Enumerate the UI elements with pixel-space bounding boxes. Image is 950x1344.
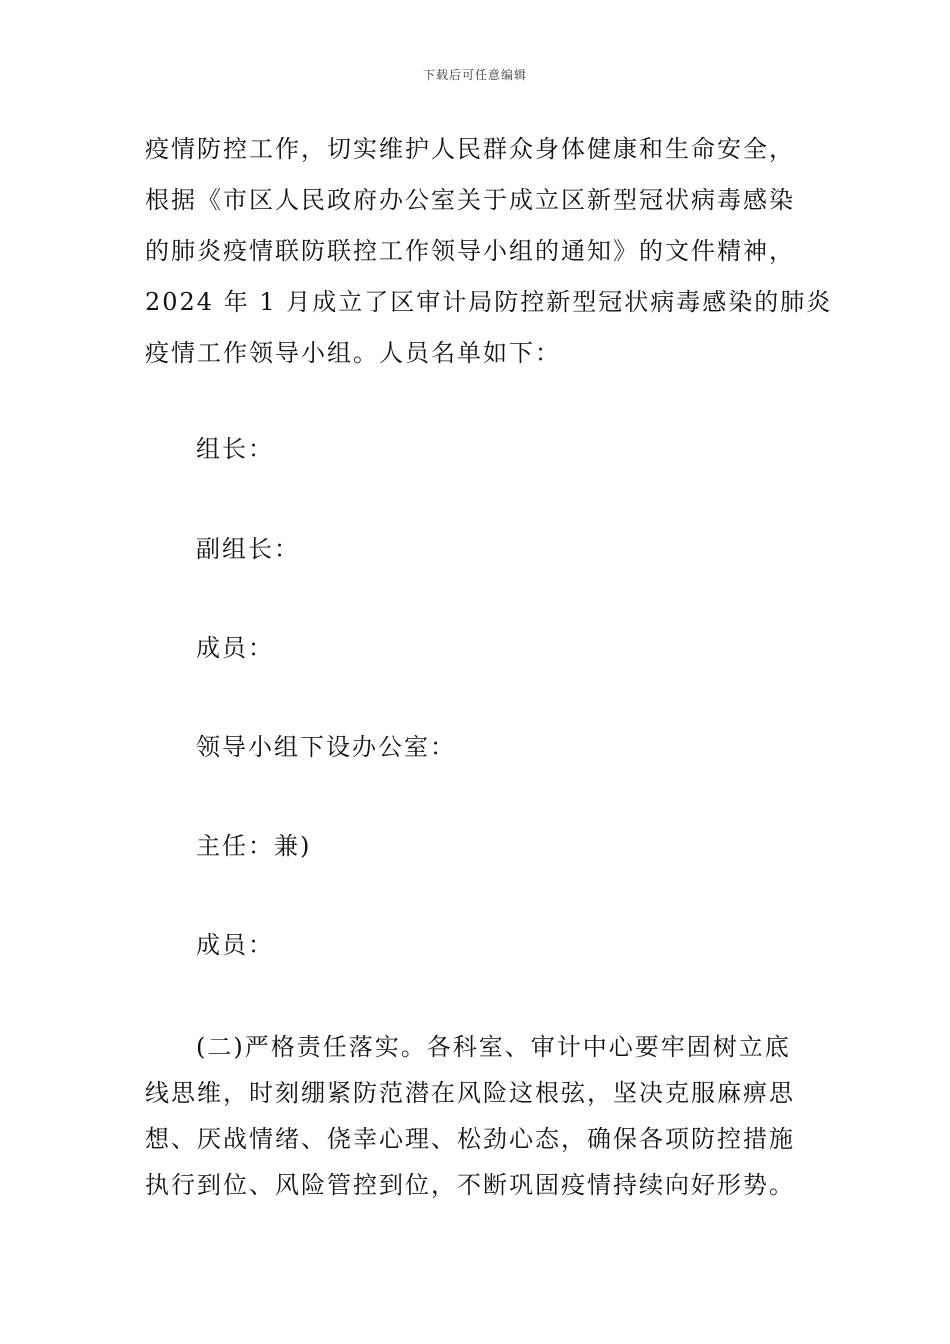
paragraph-line: 的肺炎疫情联防联控工作领导小组的通知》的文件精神， [145,237,795,265]
roster-members: 成员： [196,634,274,662]
intro-paragraph [145,124,833,379]
paragraph-line: 想、厌战情绪、侥幸心理、松劲心态，确保各项防控措施 [145,1125,795,1153]
roster-director: 主任：兼) [196,832,312,860]
roster-deputy-leader: 副组长： [196,535,300,563]
paragraph-line: 执行到位、风险管控到位，不断巩固疫情持续向好形势。 [145,1171,795,1199]
paragraph-line: (二)严格责任落实。各科室、审计中心要牢固树立底 [196,1033,791,1061]
paragraph-line: 2024 年 1 月成立了区审计局防控新型冠状病毒感染的肺炎 [145,288,833,316]
roster-leader: 组长： [196,435,274,463]
section-two-paragraph [145,1024,815,1208]
paragraph-line: 根据《市区人民政府办公室关于成立区新型冠状病毒感染 [145,186,795,214]
paragraph-line: 疫情防控工作，切实维护人民群众身体健康和生命安全， [145,135,795,163]
paragraph-line: 线思维，时刻绷紧防范潜在风险这根弦，坚决克服麻痹思 [145,1079,795,1107]
roster-office: 领导小组下设办公室： [196,733,456,761]
page-header: 下载后可任意编辑 [422,68,527,82]
roster-office-members: 成员： [196,931,274,959]
paragraph-line: 疫情工作领导小组。人员名单如下： [145,339,561,367]
